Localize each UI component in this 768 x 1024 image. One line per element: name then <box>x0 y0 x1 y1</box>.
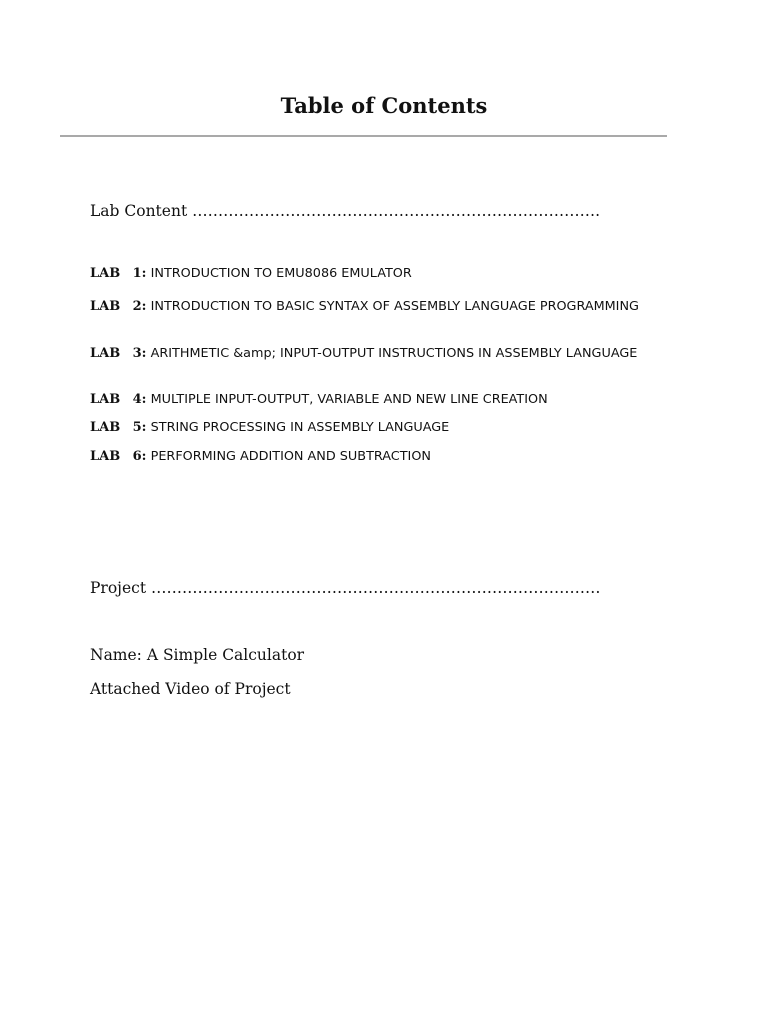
lab-title: MULTIPLE INPUT-OUTPUT, VARIABLE AND NEW LINE CREATION <box>150 392 548 407</box>
lab-title: ARITHMETIC &amp; INPUT-OUTPUT INSTRUCTIONS IN ASSEMBLY LANGUAGE <box>150 346 638 361</box>
lab-label: LAB <box>90 266 121 281</box>
lab-number: 4: <box>132 392 147 407</box>
lab-label: LAB <box>90 449 121 464</box>
page-title: Table of Contents <box>280 93 488 118</box>
project-name: Name: A Simple Calculator <box>90 646 305 664</box>
lab-entry-4 <box>90 391 678 410</box>
lab-title: STRING PROCESSING IN ASSEMBLY LANGUAGE <box>150 420 450 435</box>
lab-entry-5 <box>90 419 678 438</box>
lab-entry-2 <box>90 298 678 317</box>
lab-number: 6: <box>132 449 147 464</box>
lab-number: 1: <box>132 266 147 281</box>
lab-number: 2: <box>132 299 147 314</box>
project-heading: Project …………………………………………………………………………… <box>90 579 601 597</box>
lab-number: 3: <box>132 346 147 361</box>
lab-entry-6 <box>90 448 678 467</box>
lab-entry-1 <box>90 265 678 284</box>
lab-entry-3 <box>90 345 678 364</box>
lab-label: LAB <box>90 420 121 435</box>
lab-title: INTRODUCTION TO BASIC SYNTAX OF ASSEMBLY LANGUAGE PROGRAMMING <box>150 299 639 314</box>
lab-label: LAB <box>90 392 121 407</box>
title-divider <box>60 135 667 137</box>
lab-content-heading: Lab Content ……………………………………………………………………. <box>90 202 601 220</box>
lab-number: 5: <box>132 420 147 435</box>
lab-label: LAB <box>90 299 121 314</box>
lab-title: PERFORMING ADDITION AND SUBTRACTION <box>150 449 431 464</box>
lab-label: LAB <box>90 346 121 361</box>
attached-video-text: Attached Video of Project <box>90 680 291 698</box>
lab-title: INTRODUCTION TO EMU8086 EMULATOR <box>150 266 412 281</box>
